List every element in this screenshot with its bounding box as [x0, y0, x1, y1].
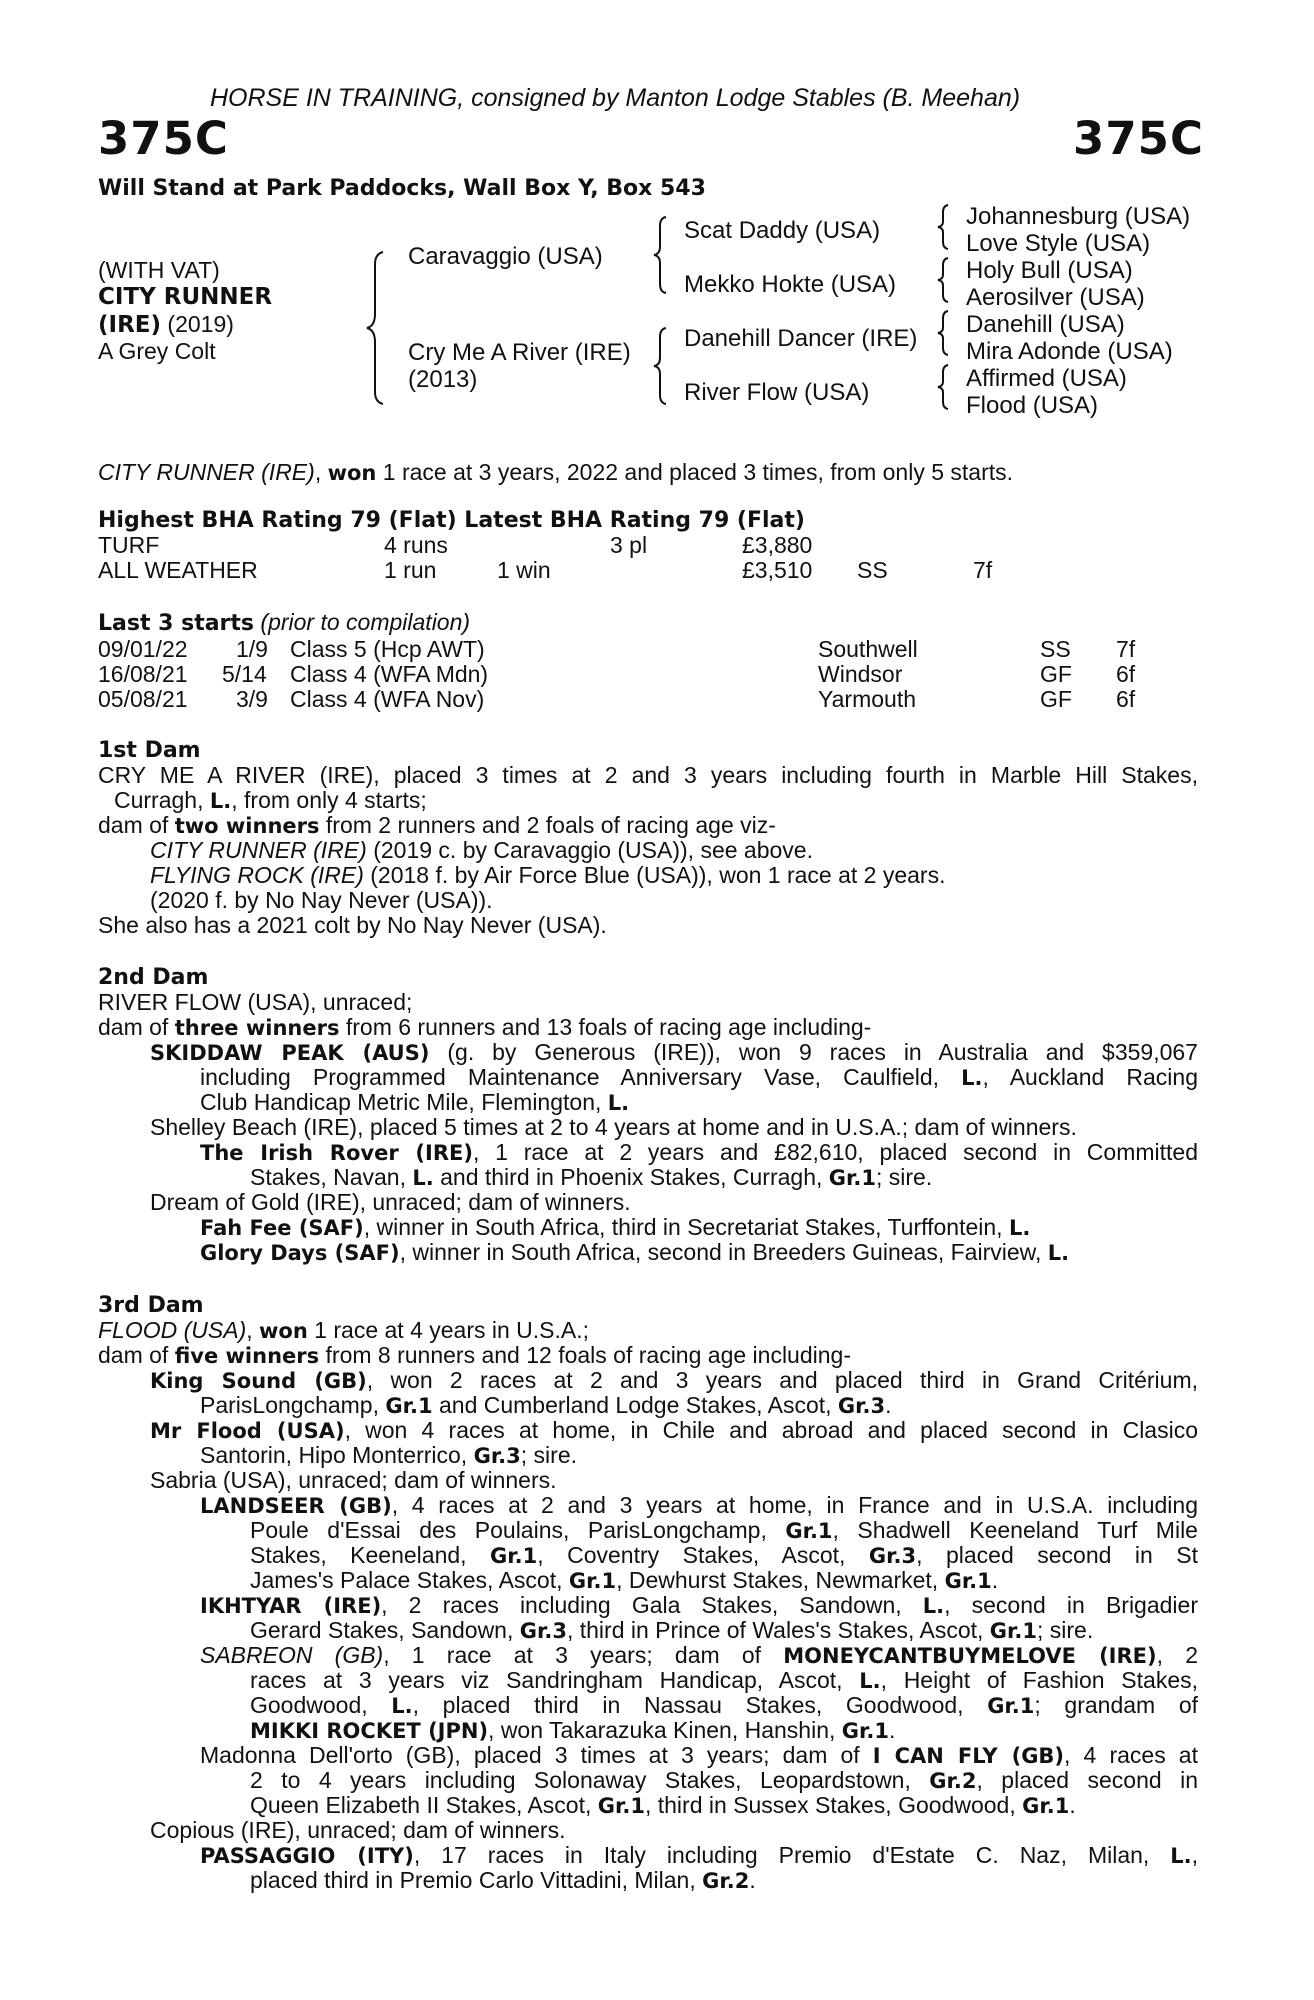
horse-name: CITY RUNNER	[98, 284, 273, 310]
text: , Shadwell Keeneland Turf Mile	[832, 1517, 1198, 1543]
dam3-line	[150, 1368, 1198, 1394]
produce-name: FLYING ROCK (IRE)	[150, 862, 364, 888]
pedigree-sire-sire: Scat Daddy (USA)	[684, 217, 881, 244]
text: , 4 races at 2 and 3 years at home, in France and in U.S.A. including	[391, 1492, 1198, 1518]
pedigree-dam-dam: River Flow (USA)	[684, 379, 870, 406]
horse-origin-year	[98, 312, 234, 338]
group-mark: Gr.1	[944, 1569, 992, 1593]
text: (g. by Generous (IRE)), won 9 races in Australia and $359,067	[429, 1039, 1198, 1065]
horse-origin: (IRE)	[98, 312, 162, 338]
ratings-going: SS	[857, 557, 888, 583]
pedigree-sdd: Aerosilver (USA)	[966, 284, 1145, 311]
text: , third in Sussex Stakes, Goodwood,	[644, 1792, 1023, 1818]
horse-name: IKHTYAR (IRE)	[200, 1594, 382, 1618]
dam1-line	[98, 813, 776, 839]
text: , placed second in St	[916, 1542, 1198, 1568]
text: .	[885, 1392, 892, 1418]
text: dam of	[98, 1342, 175, 1368]
dam3-line	[200, 1393, 892, 1419]
dam3-line	[200, 1643, 1198, 1669]
horse-name: SKIDDAW PEAK (AUS)	[150, 1041, 430, 1065]
dam2-line: Dream of Gold (IRE), unraced; dam of winners.	[150, 1189, 631, 1215]
text: from 2 runners and 2 foals of racing age viz-	[319, 812, 776, 838]
group-mark: Gr.1	[785, 1519, 833, 1543]
dam1-line	[114, 788, 427, 814]
listed-mark: L.	[607, 1091, 630, 1115]
winners-count: three winners	[174, 1016, 340, 1040]
group-mark: Gr.1	[597, 1794, 645, 1818]
race-summary	[98, 460, 1013, 486]
horse-name: King Sound (GB)	[150, 1369, 367, 1393]
text: , 1 race at 3 years; dam of	[383, 1642, 784, 1668]
start-distance: 7f	[1116, 636, 1136, 662]
start-date: 09/01/22	[98, 636, 188, 662]
text: , won Takarazuka Kinen, Hanshin,	[488, 1717, 842, 1743]
text: from 8 runners and 12 foals of racing age including-	[319, 1342, 851, 1368]
group-mark: Gr.1	[1022, 1794, 1070, 1818]
dam-name: SABREON (GB)	[200, 1642, 384, 1668]
dam1-line: She also has a 2021 colt by No Nay Never (USA).	[98, 912, 607, 938]
dam3-line	[250, 1793, 1076, 1819]
listed-mark: L.	[1047, 1241, 1070, 1265]
listed-mark: L.	[391, 1694, 413, 1718]
text: , 2	[1156, 1642, 1198, 1668]
dam2-line	[98, 1015, 871, 1041]
dam3-line: Copious (IRE), unraced; dam of winners.	[150, 1817, 566, 1843]
text: Stakes, Navan,	[250, 1164, 413, 1190]
produce-name: CITY RUNNER (IRE)	[150, 837, 367, 863]
dam3-heading: 3rd Dam	[98, 1293, 204, 1318]
listed-mark: L.	[209, 789, 232, 813]
stand-location: Will Stand at Park Paddocks, Wall Box Y, Box 543	[98, 176, 706, 201]
text: , placed third in Nassau Stakes, Goodwood,	[412, 1692, 988, 1718]
group-mark: Gr.1	[841, 1719, 889, 1743]
dam2-line	[200, 1215, 1030, 1241]
dam3-line	[250, 1868, 756, 1894]
summary-won: won	[327, 461, 377, 485]
pedigree-brace-ss	[936, 202, 956, 252]
summary-horse-name: CITY RUNNER (IRE)	[98, 459, 315, 485]
ratings-runs: 4 runs	[384, 532, 448, 558]
ratings-placed: 3 pl	[610, 532, 648, 558]
start-distance: 6f	[1116, 686, 1136, 712]
text: including Programmed Maintenance Anniversary Vase, Caulfield,	[200, 1064, 962, 1090]
dam3-line	[98, 1318, 589, 1344]
text: and Cumberland Lodge Stakes, Ascot,	[432, 1392, 838, 1418]
dam2-line	[150, 1040, 1198, 1066]
listed-mark: L.	[922, 1594, 945, 1618]
text: , 4 races at	[1064, 1742, 1198, 1768]
horse-name: The Irish Rover (IRE)	[200, 1141, 473, 1165]
group-mark: Gr.3	[868, 1544, 917, 1568]
text: , Height of Fashion Stakes,	[880, 1667, 1198, 1693]
dam3-line	[200, 1593, 1198, 1619]
horse-name: Mr Flood (USA)	[150, 1419, 345, 1443]
dam2-heading: 2nd Dam	[98, 965, 209, 990]
lot-number-right: 375C	[1073, 112, 1204, 165]
text: Stakes, Keeneland,	[250, 1542, 491, 1568]
group-mark: Gr.1	[385, 1394, 433, 1418]
dam1-heading: 1st Dam	[98, 738, 201, 763]
text: , 17 races in Italy including Premio d'Estate C. Naz, Milan,	[413, 1842, 1171, 1868]
text: , second in Brigadier	[944, 1592, 1198, 1618]
group-mark: Gr.3	[837, 1394, 886, 1418]
text: , winner in South Africa, third in Secretariat Stakes, Turffontein,	[363, 1214, 1009, 1240]
start-race: Class 4 (WFA Nov)	[290, 686, 485, 712]
text: , Auckland Racing	[982, 1064, 1198, 1090]
won-mark: won	[259, 1319, 308, 1343]
start-position: 5/14	[222, 661, 267, 687]
start-race: Class 4 (WFA Mdn)	[290, 661, 489, 687]
pedigree-brace-main	[365, 248, 395, 408]
dam3-line	[200, 1843, 1198, 1869]
ratings-surface: ALL WEATHER	[98, 557, 258, 583]
text: ; sire.	[520, 1442, 578, 1468]
text: , 2 races including Gala Stakes, Sandown,	[381, 1592, 923, 1618]
start-course: Windsor	[818, 661, 903, 687]
dam2-line	[200, 1140, 1198, 1166]
start-distance: 6f	[1116, 661, 1136, 687]
text: , Coventry Stakes, Ascot,	[537, 1542, 869, 1568]
start-going: SS	[1040, 636, 1071, 662]
text: ; sire.	[875, 1164, 933, 1190]
listed-mark: L.	[412, 1166, 434, 1190]
horse-name: Fah Fee (SAF)	[200, 1216, 364, 1240]
text: James's Palace Stakes, Ascot,	[250, 1567, 569, 1593]
summary-sep: ,	[314, 459, 328, 485]
group-mark: Gr.3	[473, 1444, 521, 1468]
vat-note: (WITH VAT)	[98, 257, 220, 283]
dam1-produce	[150, 838, 813, 863]
ratings-runs: 1 run	[384, 557, 437, 583]
last-starts-note: (prior to compilation)	[254, 609, 471, 635]
dam3-line	[98, 1343, 851, 1369]
pedigree-dss: Danehill (USA)	[966, 311, 1125, 338]
dam3-line	[250, 1693, 1198, 1719]
start-position: 1/9	[236, 636, 268, 662]
dam2-line	[200, 1240, 1069, 1266]
ratings-earnings: £3,880	[742, 532, 813, 558]
ratings-distance: 7f	[973, 557, 993, 583]
text: .	[1069, 1792, 1076, 1818]
start-course: Southwell	[818, 636, 918, 662]
dam3-line	[250, 1668, 1198, 1694]
text: from 6 runners and 13 foals of racing age including-	[339, 1014, 872, 1040]
dam2-line: Shelley Beach (IRE), placed 5 times at 2 to 4 years at home and in U.S.A.; dam of winners.	[150, 1114, 1077, 1140]
text: placed third in Premio Carlo Vittadini, Milan,	[250, 1867, 703, 1893]
pedigree-ddd: Flood (USA)	[966, 392, 1099, 419]
text: Gerard Stakes, Sandown,	[250, 1617, 520, 1643]
listed-mark: L.	[961, 1066, 983, 1090]
summary-text: 1 race at 3 years, 2022 and placed 3 times, from only 5 starts.	[376, 459, 1014, 485]
ratings-wins: 1 win	[497, 557, 551, 583]
pedigree-sire-dam: Mekko Hokte (USA)	[684, 271, 897, 298]
horse-name: MONEYCANTBUYMELOVE (IRE)	[783, 1644, 1157, 1668]
dam3-line	[250, 1768, 1198, 1794]
dam-name: FLOOD (USA)	[98, 1317, 247, 1343]
group-mark: Gr.1	[568, 1569, 617, 1593]
group-mark: Gr.1	[490, 1544, 538, 1568]
start-date: 05/08/21	[98, 686, 188, 712]
group-mark: Gr.3	[519, 1619, 567, 1643]
text: Goodwood,	[250, 1692, 392, 1718]
ratings-surface: TURF	[98, 532, 160, 558]
group-mark: Gr.2	[702, 1869, 750, 1893]
last-starts-heading: Last 3 starts	[98, 611, 255, 636]
text: dam of	[98, 812, 175, 838]
text: ; sire.	[1037, 1617, 1094, 1643]
ratings-earnings: £3,510	[742, 557, 813, 583]
text: , won 4 races at home, in Chile and abroad and placed second in Clasico	[344, 1417, 1199, 1443]
text: Queen Elizabeth II Stakes, Ascot,	[250, 1792, 598, 1818]
horse-year: (2019)	[161, 311, 234, 337]
pedigree-dsd: Mira Adonde (USA)	[966, 338, 1173, 365]
text: , from only 4 starts;	[231, 787, 427, 813]
listed-mark: L.	[1170, 1844, 1192, 1868]
dam2-line	[200, 1090, 629, 1116]
text: , winner in South Africa, second in Breeders Guineas, Fairview,	[399, 1239, 1048, 1265]
start-course: Yarmouth	[818, 686, 917, 712]
horse-name: PASSAGGIO (ITY)	[200, 1844, 414, 1868]
text: , third in Prince of Wales's Stakes, Ascot,	[566, 1617, 990, 1643]
winners-count: five winners	[174, 1344, 320, 1368]
text: 1 race at 4 years in U.S.A.;	[307, 1317, 590, 1343]
consignment-line: HORSE IN TRAINING, consigned by Manton Lodge Stables (B. Meehan)	[210, 84, 1021, 112]
pedigree-dam: Cry Me A River (IRE)	[408, 339, 631, 366]
start-going: GF	[1040, 686, 1072, 712]
dam3-line	[250, 1568, 998, 1594]
lot-number-left: 375C	[98, 112, 229, 165]
winners-count: two winners	[174, 814, 320, 838]
text: Curragh,	[114, 787, 210, 813]
dam3-line: Sabria (USA), unraced; dam of winners.	[150, 1467, 557, 1493]
pedigree-sire: Caravaggio (USA)	[408, 243, 603, 270]
pedigree-brace-dam	[652, 325, 674, 407]
dam3-line	[200, 1443, 577, 1469]
text: , 1 race at 2 years and £82,610, placed second in Committed	[472, 1139, 1198, 1165]
start-going: GF	[1040, 661, 1072, 687]
pedigree-dam-year: (2013)	[408, 366, 478, 393]
dam2-line	[200, 1065, 1198, 1091]
dam1-produce: (2020 f. by No Nay Never (USA)).	[150, 887, 493, 913]
start-date: 16/08/21	[98, 661, 188, 687]
text: Poule d'Essai des Poulains, ParisLongchamp,	[250, 1517, 786, 1543]
dam3-line	[250, 1518, 1198, 1544]
text: .	[749, 1867, 756, 1893]
text: ; grandam of	[1034, 1692, 1198, 1718]
dam2-line	[250, 1165, 932, 1191]
ratings-title: Highest BHA Rating 79 (Flat) Latest BHA Rating 79 (Flat)	[98, 508, 805, 533]
text: .	[888, 1717, 896, 1743]
last-starts-title	[98, 610, 470, 636]
text: (2019 c. by Caravaggio (USA)), see above.	[366, 837, 813, 863]
horse-name: I CAN FLY (GB)	[872, 1744, 1065, 1768]
pedigree-brace-dd	[936, 362, 956, 412]
text: 2 to 4 years including Solonaway Stakes, Leopardstown,	[250, 1767, 930, 1793]
dam1-line: CRY ME A RIVER (IRE), placed 3 times at 2 and 3 years including fourth in Marble Hill Stakes,	[98, 762, 1198, 788]
pedigree-brace-ds	[936, 308, 956, 358]
text: , placed second in	[976, 1767, 1198, 1793]
dam1-produce	[150, 863, 946, 888]
pedigree-dds: Affirmed (USA)	[966, 365, 1127, 392]
text: , won 2 races at 2 and 3 years and placed third in Grand Critérium,	[366, 1367, 1199, 1393]
group-mark: Gr.1	[828, 1166, 876, 1190]
group-mark: Gr.1	[989, 1619, 1037, 1643]
text: ,	[1191, 1842, 1198, 1868]
dam3-line	[200, 1493, 1198, 1519]
group-mark: Gr.1	[987, 1694, 1035, 1718]
dam3-line	[150, 1418, 1198, 1444]
dam3-line	[250, 1543, 1198, 1569]
horse-description: A Grey Colt	[98, 338, 216, 364]
text: races at 3 years viz Sandringham Handicap, Ascot,	[250, 1667, 860, 1693]
text: ParisLongchamp,	[200, 1392, 386, 1418]
text: Santorin, Hipo Monterrico,	[200, 1442, 474, 1468]
text: , Dewhurst Stakes, Newmarket,	[616, 1567, 945, 1593]
pedigree-brace-sire	[652, 214, 674, 296]
dam3-line	[200, 1743, 1198, 1769]
text: .	[991, 1567, 999, 1593]
horse-name: MIKKI ROCKET (JPN)	[250, 1719, 489, 1743]
pedigree-dam-sire: Danehill Dancer (IRE)	[684, 325, 918, 352]
text: Club Handicap Metric Mile, Flemington,	[200, 1089, 608, 1115]
dam3-line	[250, 1718, 895, 1744]
listed-mark: L.	[1008, 1216, 1031, 1240]
horse-name: LANDSEER (GB)	[200, 1494, 392, 1518]
start-position: 3/9	[236, 686, 268, 712]
text: and third in Phoenix Stakes, Curragh,	[433, 1164, 829, 1190]
text: ,	[246, 1317, 260, 1343]
text: (2018 f. by Air Force Blue (USA)), won 1 race at 2 years.	[363, 862, 946, 888]
start-race: Class 5 (Hcp AWT)	[290, 636, 485, 662]
dam2-line: RIVER FLOW (USA), unraced;	[98, 989, 413, 1015]
pedigree-sss: Johannesburg (USA)	[966, 203, 1191, 230]
pedigree-brace-sd	[936, 255, 956, 305]
text: Madonna Dell'orto (GB), placed 3 times at 3 years; dam of	[200, 1742, 873, 1768]
listed-mark: L.	[859, 1669, 881, 1693]
group-mark: Gr.2	[929, 1769, 977, 1793]
text: dam of	[98, 1014, 175, 1040]
horse-name: Glory Days (SAF)	[200, 1241, 400, 1265]
dam3-line	[250, 1618, 1093, 1644]
pedigree-sds: Holy Bull (USA)	[966, 257, 1133, 284]
pedigree-ssd: Love Style (USA)	[966, 230, 1151, 257]
